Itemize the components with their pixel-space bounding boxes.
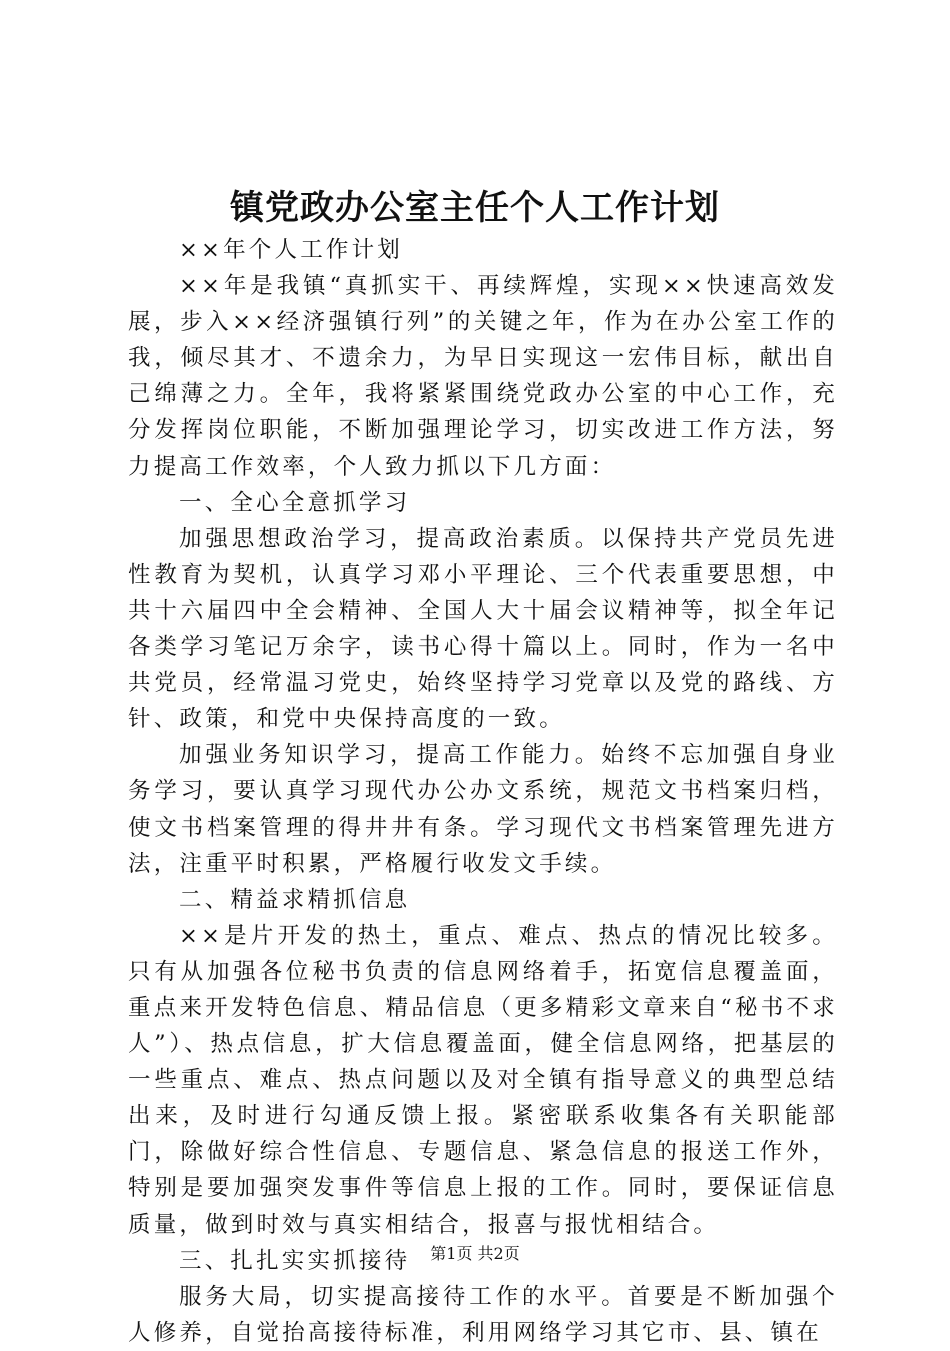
paragraph-intro: ××年是我镇“真抓实干、再续辉煌，实现××快速高效发展，步入××经济强镇行列”的关键之年，作为在办公室工作的我，倾尽其才、不遗余力，为早日实现这一宏伟目标，献出自己绵薄之力。全年，我将紧紧围绕党政办公室的中心工作，充分发挥岗位职能，不断加强理论学习，切实改进工作方法，努力提高工作效率，个人致力抓以下几方面： — [128, 273, 838, 480]
paragraph-reception: 服务大局，切实提高接待工作的水平。首要是不断加强个人修养，自觉抬高接待标准，利用网络学习其它市、县、镇在 — [128, 1283, 838, 1346]
paragraph-information: ××是片开发的热土，重点、难点、热点的情况比较多。只有从加强各位秘书负责的信息网络着手，拓宽信息覆盖面，重点来开发特色信息、精品信息（更多精彩文章来自“秘书不求人”）、热点信息，扩大信息覆盖面，健全信息网络，把基层的一些重点、难点、热点问题以及对全镇有指导意义的典型总结出来，及时进行勾通反馈上报。紧密联系收集各有关职能部门，除做好综合性信息、专题信息、紧急信息的报送工作外，特别是要加强突发事件等信息上报的工作。同时，要保证信息质量，做到时效与真实相结合，报喜与报忧相结合。 — [128, 922, 838, 1238]
section-heading-reception: 三、扎扎实实抓接待 — [179, 1247, 411, 1274]
document-body — [128, 232, 838, 1351]
paragraph-year-plan-heading: ××年个人工作计划 — [179, 237, 404, 263]
section-heading-information: 二、精益求精抓信息 — [179, 886, 411, 913]
page-number-footer: 第1页 共2页 — [430, 1244, 520, 1263]
paragraph-business-study: 加强业务知识学习，提高工作能力。始终不忘加强自身业务学习，要认真学习现代办公办文系统，规范文书档案归档，使文书档案管理的得井井有条。学习现代文书档案管理先进方法，注重平时积累，严格履行收发文手续。 — [128, 742, 838, 877]
document-title: 镇党政办公室主任个人工作计划 — [230, 188, 720, 228]
paragraph-political-study: 加强思想政治学习，提高政治素质。以保持共产党员先进性教育为契机，认真学习邓小平理论、三个代表重要思想，中共十六届四中全会精神、全国人大十届会议精神等，拟全年记各类学习笔记万余字，读书心得十篇以上。同时，作为一名中共党员，经常温习党史，始终坚持学习党章以及党的路线、方针、政策，和党中央保持高度的一致。 — [128, 525, 838, 733]
section-heading-study: 一、全心全意抓学习 — [179, 489, 411, 516]
